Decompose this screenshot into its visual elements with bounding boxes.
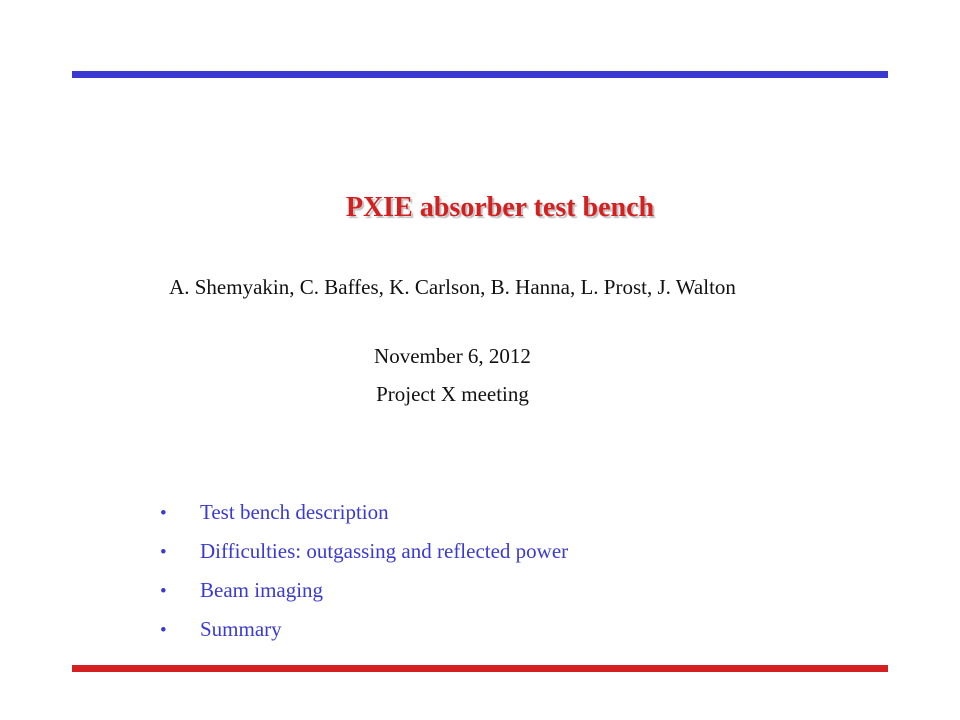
outline-item: [160, 498, 568, 537]
bullet-dot-icon: •: [160, 620, 167, 641]
outline-item: [160, 615, 568, 654]
outline-item-text: Difficulties: outgassing and reflected power: [200, 539, 569, 563]
bullet-dot-icon: •: [160, 503, 167, 524]
outline-item-text: Beam imaging: [200, 578, 324, 602]
bullet-dot-icon: •: [160, 542, 167, 563]
outline-item: [160, 576, 568, 615]
meeting-name: Project X meeting: [376, 382, 529, 406]
outline-list: [160, 498, 568, 654]
outline-item-text: Test bench description: [200, 500, 389, 524]
outline-item-text: Summary: [200, 617, 282, 641]
outline-item: [160, 537, 568, 576]
presentation-date: November 6, 2012: [374, 344, 531, 368]
bottom-divider: [72, 665, 888, 672]
author-list: A. Shemyakin, C. Baffes, K. Carlson, B. Hanna, L. Prost, J. Walton: [169, 275, 736, 299]
slide-title: PXIE absorber test bench: [345, 192, 655, 223]
bullet-dot-icon: •: [160, 581, 167, 602]
top-divider: [72, 71, 888, 78]
